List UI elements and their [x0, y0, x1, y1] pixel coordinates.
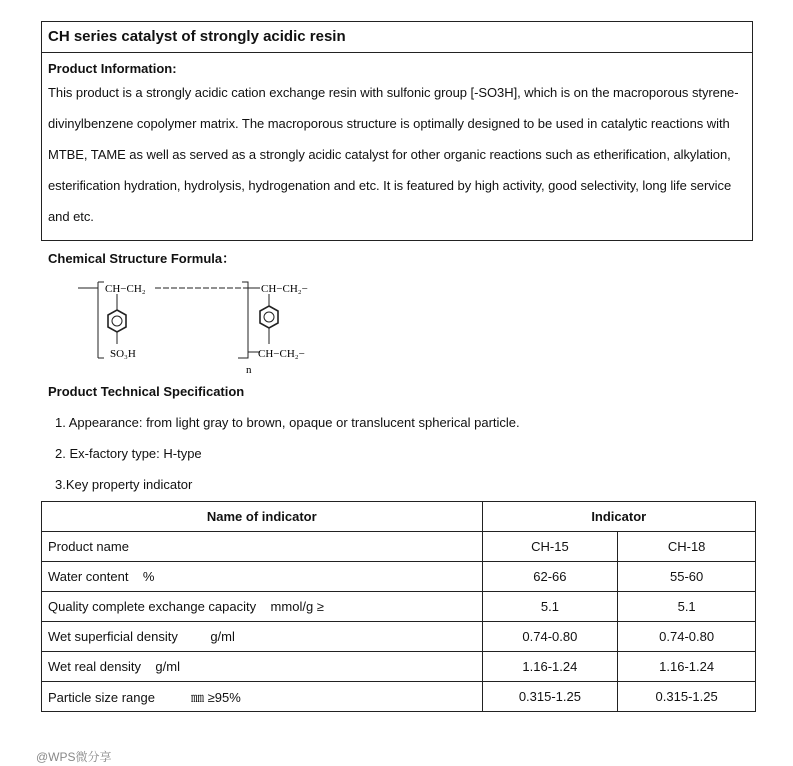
cell-value: 62-66	[482, 562, 618, 592]
row-label: Water content %	[42, 562, 483, 592]
row-label: Particle size range ㎜ ≥95%	[42, 682, 483, 712]
row-label: Wet superficial density g/ml	[42, 622, 483, 652]
structure-heading: Chemical Structure Formula：	[48, 251, 236, 266]
cell-value: 0.74-0.80	[618, 622, 756, 652]
header-name-of-indicator: Name of indicator	[42, 502, 483, 532]
n-subscript: n	[246, 364, 252, 376]
benzene-ring-right	[260, 306, 278, 328]
so3h-label: SO₃H	[110, 348, 136, 360]
ch-ch2-right-bottom-label: CH−CH₂−	[258, 348, 305, 360]
cell-value: CH-18	[618, 532, 756, 562]
cell-value: 5.1	[618, 592, 756, 622]
table-row	[42, 562, 756, 592]
row-label: Product name	[42, 532, 483, 562]
cell-value: 5.1	[482, 592, 618, 622]
table-row	[42, 682, 756, 712]
table-row	[42, 652, 756, 682]
product-info-box	[41, 21, 753, 241]
table-row	[42, 532, 756, 562]
cell-value: 0.315-1.25	[618, 682, 756, 712]
header-indicator: Indicator	[482, 502, 755, 532]
spec-heading: Product Technical Specification	[48, 384, 245, 399]
watermark: @WPS微分享	[36, 750, 112, 764]
cell-value: 1.16-1.24	[482, 652, 618, 682]
row-label: Wet real density g/ml	[42, 652, 483, 682]
ch-ch2-right-top-label: CH−CH₂−	[261, 283, 308, 295]
indicator-table	[41, 501, 756, 712]
product-info-heading: Product Information:	[48, 61, 177, 76]
cell-value: 0.74-0.80	[482, 622, 618, 652]
table-row	[42, 592, 756, 622]
page-title: CH series catalyst of strongly acidic resin	[42, 22, 752, 53]
benzene-ring-left	[108, 310, 126, 332]
product-description: This product is a strongly acidic cation exchange resin with sulfonic group [-SO3H], which is on the macroporous styrene-divinylbenzene copolymer matrix. The macroporous structure is optimally designed to be used in catalytic reactions with MTBE, TAME as well as served as a strongly acidic catalyst for other organic reactions such as etherification, alkylation, esterification hydration, hydrolysis, hydrogenation and etc. It is featured by high activity, good selectivity, long life service and etc.	[48, 85, 739, 224]
middle-bracket	[238, 282, 248, 358]
row-label: Quality complete exchange capacity mmol/g ≥	[42, 592, 483, 622]
spec-item-appearance: 1. Appearance: from light gray to brown, opaque or translucent spherical particle.	[55, 415, 520, 430]
cell-value: 1.16-1.24	[618, 652, 756, 682]
table-header-row	[42, 502, 756, 532]
cell-value: CH-15	[482, 532, 618, 562]
cell-value: 0.315-1.25	[482, 682, 618, 712]
table-row	[42, 622, 756, 652]
spec-item-key-property: 3.Key property indicator	[55, 477, 193, 492]
left-bracket	[78, 282, 104, 358]
cell-value: 55-60	[618, 562, 756, 592]
spec-item-type: 2. Ex-factory type: H-type	[55, 446, 202, 461]
chemical-structure-diagram	[70, 272, 330, 377]
ch-ch2-left-label: CH−CH₂	[105, 283, 146, 295]
